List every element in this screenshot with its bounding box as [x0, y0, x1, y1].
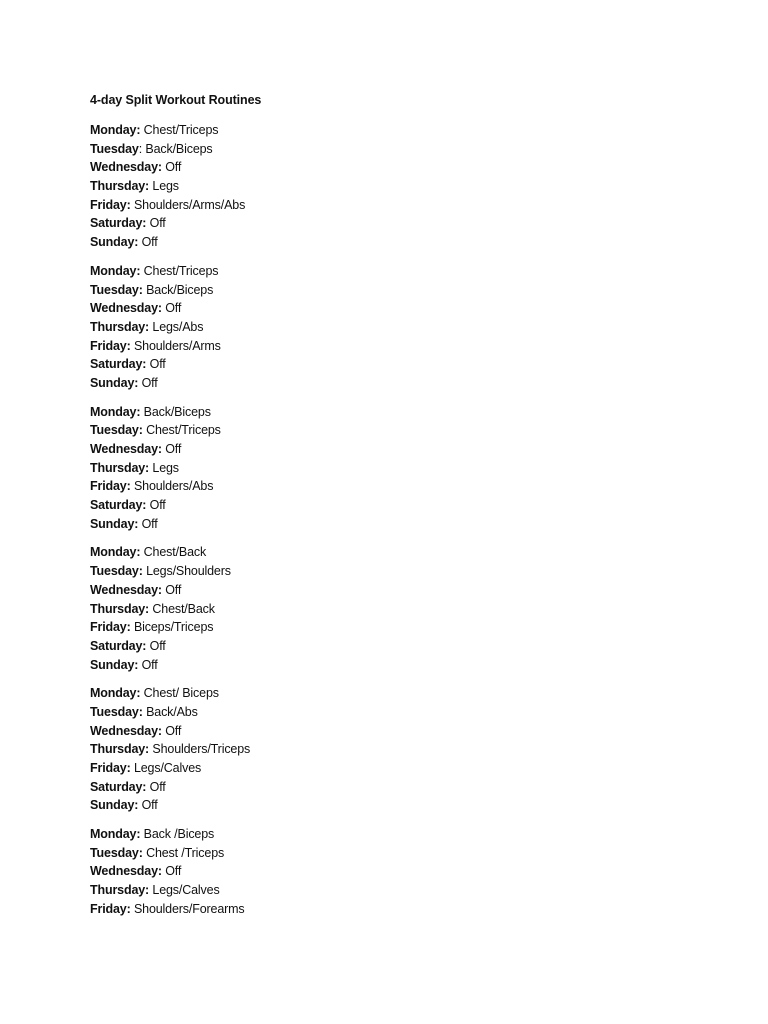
schedule-line: [90, 722, 690, 741]
schedule-line: [90, 496, 690, 515]
workout-plan: Off: [149, 216, 166, 231]
routine-block: [90, 403, 690, 534]
day-label: Friday:: [90, 761, 131, 775]
workout-plan: Back /Biceps: [143, 827, 215, 842]
schedule-line: [90, 233, 690, 252]
schedule-line: [90, 581, 690, 600]
workout-plan: Off: [141, 235, 158, 250]
day-label: Tuesday: [90, 141, 139, 156]
day-label: Wednesday:: [90, 864, 162, 879]
day-label: Friday:: [90, 338, 131, 353]
schedule-line: [90, 318, 690, 337]
day-label: Monday:: [90, 263, 141, 278]
day-label: Sunday:: [90, 235, 139, 250]
workout-plan: Back/Biceps: [143, 404, 211, 419]
schedule-line: [90, 844, 690, 863]
schedule-line: [90, 900, 690, 919]
schedule-line: [90, 121, 690, 140]
day-label: Wednesday:: [90, 723, 162, 738]
workout-plan: Chest/Triceps: [143, 263, 219, 278]
workout-plan: Off: [149, 498, 166, 513]
day-label: Thursday:: [90, 179, 150, 194]
day-label: Saturday:: [90, 638, 147, 653]
schedule-line: [90, 262, 690, 281]
workout-plan: : Back/Biceps: [138, 141, 213, 156]
day-label: Thursday:: [90, 742, 150, 757]
schedule-line: [90, 637, 690, 656]
day-label: Thursday:: [90, 601, 150, 616]
schedule-line: [90, 600, 690, 619]
workout-plan: Legs/Abs: [152, 319, 204, 334]
workout-plan: Legs/Calves: [133, 761, 202, 775]
routine-block: [90, 543, 690, 674]
schedule-line: [90, 403, 690, 422]
schedule-line: [90, 562, 690, 581]
day-label: Friday:: [90, 620, 131, 635]
schedule-line: [90, 299, 690, 318]
schedule-line: [90, 881, 690, 900]
workout-plan: Off: [149, 779, 166, 794]
day-label: Saturday:: [90, 779, 147, 794]
schedule-line: [90, 440, 690, 459]
schedule-line: [90, 140, 690, 159]
workout-plan: Chest/Triceps: [143, 123, 219, 137]
workout-plan: Off: [165, 301, 182, 316]
day-label: Saturday:: [90, 216, 147, 231]
schedule-line: [90, 355, 690, 374]
schedule-line: [90, 337, 690, 356]
workout-plan: Off: [141, 375, 158, 390]
day-label: Tuesday:: [90, 282, 143, 297]
day-label: Tuesday:: [90, 704, 143, 719]
workout-plan: Biceps/Triceps: [133, 620, 214, 635]
schedule-line: [90, 825, 690, 844]
day-label: Thursday:: [90, 883, 150, 898]
day-label: Tuesday:: [90, 845, 143, 860]
workout-plan: Chest /Triceps: [146, 845, 225, 860]
day-label: Monday:: [90, 123, 141, 137]
workout-plan: Legs/Calves: [152, 883, 220, 898]
schedule-line: [90, 214, 690, 233]
workout-plan: Legs/Shoulders: [146, 564, 231, 579]
workout-plan: Off: [141, 798, 158, 813]
schedule-line: [90, 477, 690, 496]
routine-block: [90, 262, 690, 393]
day-label: Monday:: [90, 827, 141, 842]
day-label: Sunday:: [90, 657, 139, 672]
workout-plan: Off: [149, 357, 166, 372]
routine-block: [90, 121, 690, 252]
workout-plan: Shoulders/Triceps: [152, 742, 251, 757]
schedule-line: [90, 177, 690, 196]
schedule-line: [90, 158, 690, 177]
schedule-line: [90, 862, 690, 881]
workout-plan: Back/Biceps: [146, 282, 214, 297]
workout-plan: Off: [141, 516, 158, 531]
workout-plan: Chest/Back: [143, 545, 207, 560]
schedule-line: [90, 656, 690, 675]
schedule-line: [90, 421, 690, 440]
day-label: Sunday:: [90, 516, 139, 531]
schedule-line: [90, 459, 690, 478]
day-label: Monday:: [90, 404, 141, 419]
workout-plan: Shoulders/Arms/Abs: [133, 197, 246, 212]
schedule-line: [90, 515, 690, 534]
schedule-line: [90, 684, 690, 703]
schedule-line: [90, 703, 690, 722]
day-label: Tuesday:: [90, 423, 143, 438]
workout-plan: Back/Abs: [146, 704, 198, 719]
workout-plan: Off: [149, 638, 166, 653]
day-label: Friday:: [90, 479, 131, 494]
workout-plan: Off: [141, 657, 158, 672]
day-label: Monday:: [90, 545, 141, 560]
day-label: Friday:: [90, 901, 131, 916]
workout-plan: Chest/Back: [152, 601, 215, 616]
schedule-line: [90, 618, 690, 637]
routines-list: [90, 121, 690, 919]
document-page: [90, 92, 690, 929]
day-label: Saturday:: [90, 498, 147, 513]
day-label: Tuesday:: [90, 564, 143, 579]
workout-plan: Off: [165, 864, 182, 879]
workout-plan: Off: [165, 723, 182, 738]
routine-block: [90, 825, 690, 918]
workout-plan: Chest/Triceps: [146, 423, 221, 438]
schedule-line: [90, 374, 690, 393]
schedule-line: [90, 196, 690, 215]
document-title: 4-day Split Workout Routines: [90, 93, 262, 107]
day-label: Wednesday:: [90, 442, 162, 456]
workout-plan: Shoulders/Forearms: [133, 901, 245, 916]
day-label: Sunday:: [90, 375, 139, 390]
schedule-line: [90, 543, 690, 562]
day-label: Wednesday:: [90, 301, 162, 316]
day-label: Sunday:: [90, 798, 139, 813]
workout-plan: Legs: [152, 179, 179, 194]
schedule-line: [90, 796, 690, 815]
schedule-line: [90, 281, 690, 300]
schedule-line: [90, 778, 690, 797]
schedule-line: [90, 740, 690, 759]
routine-block: [90, 684, 690, 815]
workout-plan: Shoulders/Abs: [133, 479, 214, 494]
workout-plan: Chest/ Biceps: [143, 686, 219, 701]
day-label: Wednesday:: [90, 160, 162, 175]
day-label: Monday:: [90, 686, 141, 701]
day-label: Thursday:: [90, 460, 150, 475]
day-label: Wednesday:: [90, 582, 162, 597]
workout-plan: Shoulders/Arms: [133, 338, 221, 353]
workout-plan: Off: [165, 582, 182, 597]
day-label: Saturday:: [90, 357, 147, 372]
workout-plan: Off: [165, 442, 182, 456]
day-label: Friday:: [90, 197, 131, 212]
workout-plan: Off: [165, 160, 182, 175]
day-label: Thursday:: [90, 319, 150, 334]
workout-plan: Legs: [152, 460, 179, 475]
schedule-line: [90, 759, 690, 778]
